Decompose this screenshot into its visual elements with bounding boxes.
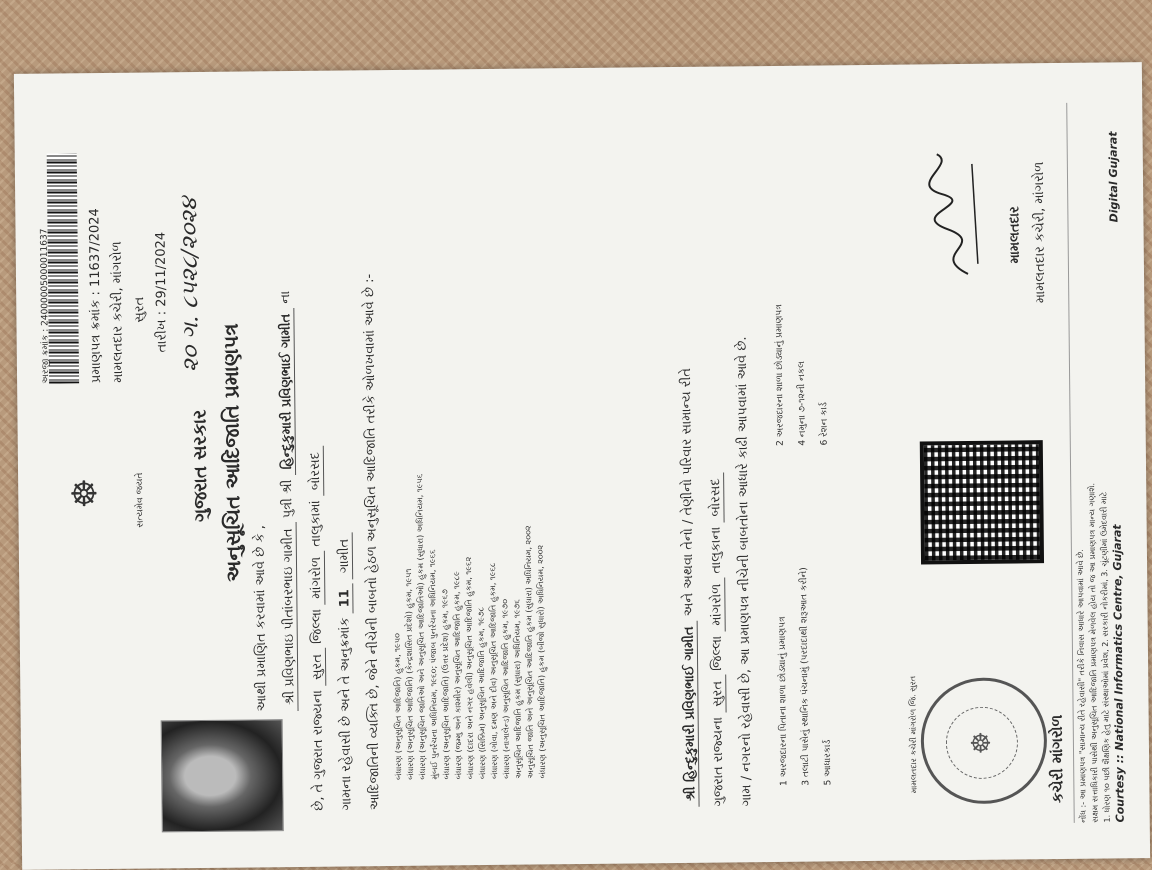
certificate-number: પ્રમાણપત્ર ક્રમાંક : 11637/2024	[87, 208, 105, 384]
order-item: બંધારણ (નાગાલેન્ડ) અનુસૂચિત આદિજાતિ હુકમ, ૧૯૭૦	[500, 598, 512, 779]
order-item: મુંબઈ પુનર્રચના અધિનિયમ, ૧૯૬૦; પંજાબ પુનર્રચના અધિનિયમ, ૧૯૬૬	[427, 549, 440, 780]
document-item: 6 રેશન કાર્ડ	[819, 402, 830, 446]
body-intro: આદિજાતિની વ્યક્તિ છે, જેને નીચેની બાબતો હેઠળ અનુસૂચિત આદિજાતિ તરીકે ઓળખવામાં આવે છે :-	[361, 273, 383, 811]
order-item: બંધારણ (અનુસૂચિત જાતિઓ અને અનુસૂચિત આદિજાતિઓ) હુકમ (સુધારા) અધિનિયમ, ૧૯૫૬	[415, 473, 428, 780]
shri-label: શ્રી	[280, 479, 296, 495]
orders-list	[387, 138, 550, 780]
signatory-office: મામલતદાર કચેરી, માંગરોળ	[1031, 161, 1049, 304]
order-item: અનુસૂચિત જાતિ અને અનુસૂચિત આદિજાતિ હુકમ (સુધારા) અધિનિયમ, ૨૦૦૨	[523, 525, 536, 779]
na-suffix: ના	[278, 290, 294, 304]
state-emblem-icon: ☸	[65, 477, 106, 509]
body-line-1	[276, 131, 297, 711]
order-item: બંધારણ (જમ્મુ અને કાશ્મીર) અનુસૂચિત આદિજાતિ હુકમ, ૧૯૮૯	[452, 571, 464, 780]
order-item: બંધારણ (દાદરા અને નગર હવેલી) અનુસૂચિત આદિજાતિ હુકમ, ૧૯૬૨	[463, 556, 476, 780]
father-name: શ્રી પ્રવિણભાઇ પીતાંબરભાઇ ગામીત	[281, 522, 299, 711]
seal-emblem-icon: ☸	[946, 706, 1019, 779]
document-item: 1 અરજદારના પિતાના શાળા છોડ્યાનું પ્રમાણપત્ર	[777, 616, 790, 786]
order-item: બંધારણ (અનુસૂચિત આદિજાતિ) (ઉત્તર પ્રદેશ) હુકમ, ૧૯૬૭	[440, 589, 452, 780]
body-line-2: છે, તે ગુજરાત રાજ્યના સુરત જિલ્લા માંગરોળ તાલુકામાં બોરસદ	[304, 131, 326, 811]
document-item: 3 તલાટી પાસેનું સ્થાનિક પંચનામું (પરદાદાથી શરૂઆત કરીને)	[799, 567, 812, 786]
qr-code	[920, 440, 1044, 564]
documents-list-right	[767, 145, 836, 446]
courtesy-text: Courtesy :: National Informatics Centre, Gujarat	[1110, 524, 1127, 823]
clause-2-line-2: ગુજરાત રાજ્યના સુરત જિલ્લા માંગરોળ તાલુકાના બોરસદ	[704, 127, 726, 807]
document-item: 4 નમુના ૭-૧૨ની નકલ	[796, 361, 808, 446]
relation: પુત્રી	[280, 497, 296, 519]
emblem-caption: સત્યમેવ જયતે	[135, 472, 146, 528]
certificate-title: અનુસૂચિત આદિજાતિ પ્રમાણપત્ર	[218, 323, 246, 582]
signature-mark	[917, 144, 998, 285]
certificate-content	[36, 82, 1134, 853]
footer-note: સક્ષમ સત્તાધિકારી પાસેથી અનુસૂચિત આદિજાતિ પ્રમાણપત્ર મેળવેલ હોય તો જ આ પ્રમાણપત્ર માન્ય ગણાશે.	[1087, 482, 1100, 823]
barcode	[47, 153, 79, 383]
brand-text: Digital Gujarat	[1106, 131, 1121, 223]
order-item: બંધારણ (અનુસૂચિત આદિજાતિ) હુકમ (બીજો સુધારો) અધિનિયમ, ૨૦૦૨	[535, 544, 548, 779]
issuing-office: મામલતદાર કચેરી, માંગરોળ	[109, 241, 127, 383]
order-item: બંધારણ (અનુસૂચિત આદિજાતિ) હુકમ, ૧૯૫૦	[392, 633, 404, 780]
seal-text: કચેરી માંગરોળ	[1047, 714, 1067, 804]
handwritten-reference: ૨૦ ગ. ૮૫૨૮/૨૦૨૪	[177, 197, 204, 373]
footer-note: નોંધ :- આ પ્રમાણપત્ર "સામાન્ય રીતે રહેવાસી" તરીકે નિવાસ આધારે આપવામાં આવે છે.	[1075, 549, 1088, 823]
documents-list-left	[770, 485, 839, 786]
order-item: બંધારણ (અનુસૂચિત આદિજાતિ) (કેન્દ્રશાસિત પ્રદેશો) હુકમ, ૧૯૫૧	[404, 568, 416, 780]
footer-note: 1. ધોરણ ૧૦ પછી શૈક્ષણિક હેતુ માટે સંસ્થાઓમાં પ્રવેશ, 2. સરકારી નોકરીમાં, 3. ચૂંટણીમાં ઉમેદવારી માટે	[1099, 491, 1112, 823]
body-line-3: ગામના રહેવાસી છે અને તે અનુક્રમાંક 11 ગામીત	[332, 130, 354, 810]
order-item: અનુસૂચિત આદિજાતિ હુકમ (સુધારા) અધિનિયમ, ૧૯૭૬	[512, 599, 524, 779]
applicant-photo	[161, 719, 284, 832]
clause-3: ગામ / નગરનો રહેવાસી છે, આ પ્રમાણપત્ર નીચેની બાબતોના આધારે કાઢી આપવામાં આવે છે.	[734, 336, 755, 807]
application-number: અરજી ક્રમાંક : 24000005000011637	[39, 228, 52, 384]
applicant-name: હિન્દુકુમારી પ્રવિણભાઈ ગામીત	[278, 308, 296, 476]
document-item: 5 આધારકાર્ડ	[822, 739, 834, 786]
order-item: બંધારણ (સિક્કિમ) અનુસૂચિત આદિજાતિ હુકમ, ૧૯૭૮	[476, 606, 488, 780]
clause-2-line-1: શ્રી હિન્દુકુમારી પ્રવિણભાઈ ગામીત અને અથવા તેનો / તેણીનો પરિવાર સામાન્ય રીતે	[676, 127, 698, 807]
header-district: સુરત	[132, 296, 148, 323]
seal-ring-text: મામલતદાર કચેરી માંગરોળ જિ. સુરત	[908, 675, 919, 794]
certify-text: આથી પ્રમાણિત કરવામાં આવે છે કે ,	[252, 525, 270, 712]
document-item: 2 અરજદારના શાળા છોડ્યાનું પ્રમાણપત્ર	[774, 304, 786, 446]
government-title: ગુજરાત સરકાર	[189, 409, 212, 523]
issue-date: તારીખ : 29/11/2024	[153, 231, 170, 353]
certificate-paper	[14, 62, 1150, 870]
signatory-title: મામલતદાર	[1007, 206, 1023, 264]
order-item: બંધારણ (ગોવા, દમણ અને દીવ) અનુસૂચિત આદિજાતિ હુકમ, ૧૯૬૮	[488, 562, 500, 779]
